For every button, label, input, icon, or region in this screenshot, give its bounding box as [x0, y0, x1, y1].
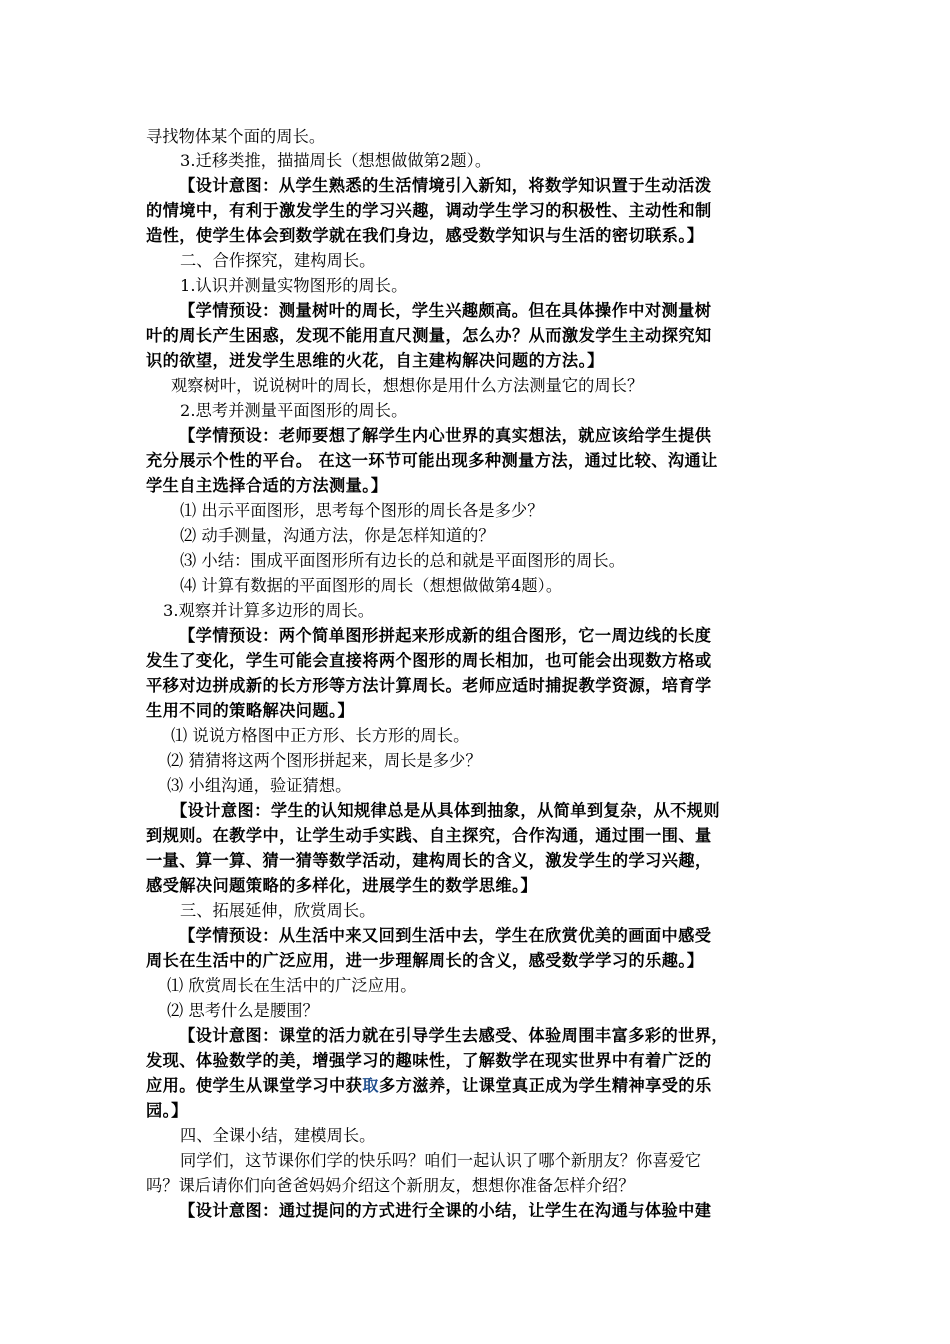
list-item: ⑶ 小结：围成平面图形所有边长的总和就是平面图形的周长。 [180, 551, 626, 570]
design-intent-line: 的情境中，有利于激发学生的学习兴趣，调动学生学习的积极性、主动性和制 [146, 201, 712, 220]
list-item: ⑴ 欣赏周长在生活中的广泛应用。 [167, 976, 417, 995]
list-item: ⑶ 小组沟通，验证猜想。 [167, 776, 352, 795]
student-preset-line: 发生了变化，学生可能会直接将两个图形的周长相加，也可能会出现数方格或 [146, 651, 712, 670]
text-segment: 多方滋养，让课堂真正成为学生精神享受的乐 [378, 1076, 712, 1095]
list-item: ⑴ 说说方格图中正方形、长方形的周长。 [171, 726, 470, 745]
list-item: ⑵ 动手测量，沟通方法，你是怎样知道的？ [180, 526, 495, 545]
design-intent-line: 到规则。在教学中，让学生动手实践、自主探究，合作沟通，通过围一围、量 [146, 826, 712, 845]
design-intent-line: 发现、体验数学的美，增强学习的趣味性，了解数学在现实世界中有着广泛的 [146, 1051, 712, 1070]
design-intent-line: 感受解决问题策略的多样化，进展学生的数学思维。】 [146, 876, 538, 895]
list-item: ⑵ 思考什么是腰围？ [167, 1001, 319, 1020]
text-segment: 应用。使学生从课堂学习中获 [146, 1076, 363, 1095]
list-item: ⑴ 出示平面图形，思考每个图形的周长各是多少？ [180, 501, 544, 520]
student-preset-line: 叶的周长产生困惑，发现不能用直尺测量，怎么办？从而激发学生主动探究知 [146, 326, 712, 345]
design-intent-line: 【设计意图：学生的认知规律总是从具体到抽象，从简单到复杂，从不规则 [171, 801, 721, 820]
text-line: 观察树叶，说说树叶的周长，想想你是用什么方法测量它的周长？ [171, 376, 644, 395]
text-line: 同学们，这节课你们学的快乐吗？咱们一起认识了哪个新朋友？你喜爱它 [180, 1151, 702, 1170]
student-preset-line: 【学情预设：两个简单图形拼起来形成新的组合图形，它一周边线的长度 [179, 626, 712, 645]
student-preset-line: 【学情预设：测量树叶的周长，学生兴趣颇高。但在具体操作中对测量树 [179, 301, 712, 320]
design-intent-line: 【设计意图：通过提问的方式进行全课的小结，让学生在沟通与体验中建 [179, 1201, 712, 1220]
text-line: 3.迁移类推，描描周长（想想做做第2题）。 [180, 151, 492, 170]
student-preset-line: 学生自主选择合适的方法测量。】 [146, 476, 388, 495]
text-line: 吗？课后请你们向爸爸妈妈介绍这个新朋友，想想你准备怎样介绍？ [146, 1176, 635, 1195]
list-item: ⑵ 猜猜将这两个图形拼起来，周长是多少？ [167, 751, 482, 770]
design-intent-line: 【设计意图：从学生熟悉的生活情境引入新知，将数学知识置于生动活泼 [179, 176, 712, 195]
design-intent-line: 【设计意图：课堂的活力就在引导学生去感受、体验周围丰富多彩的世界， [179, 1026, 729, 1045]
design-intent-line [0, 1074, 950, 1098]
text-line: 寻找物体某个面的周长。 [146, 127, 326, 146]
design-intent-line: 造性，使学生体会到数学就在我们身边，感受数学知识与生活的密切联系。】 [146, 226, 704, 245]
text-line: 1.认识并测量实物图形的周长。 [180, 276, 408, 295]
design-intent-line: 一量、算一算、猜一猜等数学活动，建构周长的含义，激发学生的学习兴趣， [146, 851, 712, 870]
highlighted-character: 取 [362, 1076, 379, 1095]
list-item: ⑷ 计算有数据的平面图形的周长（想想做做第4题）。 [180, 576, 563, 595]
text-line: 3.观察并计算多边形的周长。 [163, 601, 375, 620]
student-preset-line: 周长在生活中的广泛应用，进一步理解周长的含义，感受数学学习的乐趣。】 [146, 951, 704, 970]
student-preset-line: 生用不同的策略解决问题。】 [146, 701, 355, 720]
design-intent-line: 园。】 [146, 1101, 188, 1120]
text-line: 2.思考并测量平面图形的周长。 [180, 401, 408, 420]
section-heading: 三、拓展延伸，欣赏周长。 [180, 901, 376, 920]
student-preset-line: 【学情预设：老师要想了解学生内心世界的真实想法，就应该给学生提供 [179, 426, 712, 445]
student-preset-line: 平移对边拼成新的长方形等方法计算周长。老师应适时捕捉教学资源，培育学 [146, 676, 712, 695]
student-preset-line: 识的欲望，迸发学生思维的火花，自主建构解决问题的方法。】 [146, 351, 604, 370]
student-preset-line: 充分展示个性的平台。 在这一环节可能出现多种测量方法，通过比较、沟通让 [146, 451, 718, 470]
section-heading: 二、合作探究，建构周长。 [180, 251, 376, 270]
section-heading: 四、全课小结，建模周长。 [180, 1126, 376, 1145]
student-preset-line: 【学情预设：从生活中来又回到生活中去，学生在欣赏优美的画面中感受 [179, 926, 712, 945]
